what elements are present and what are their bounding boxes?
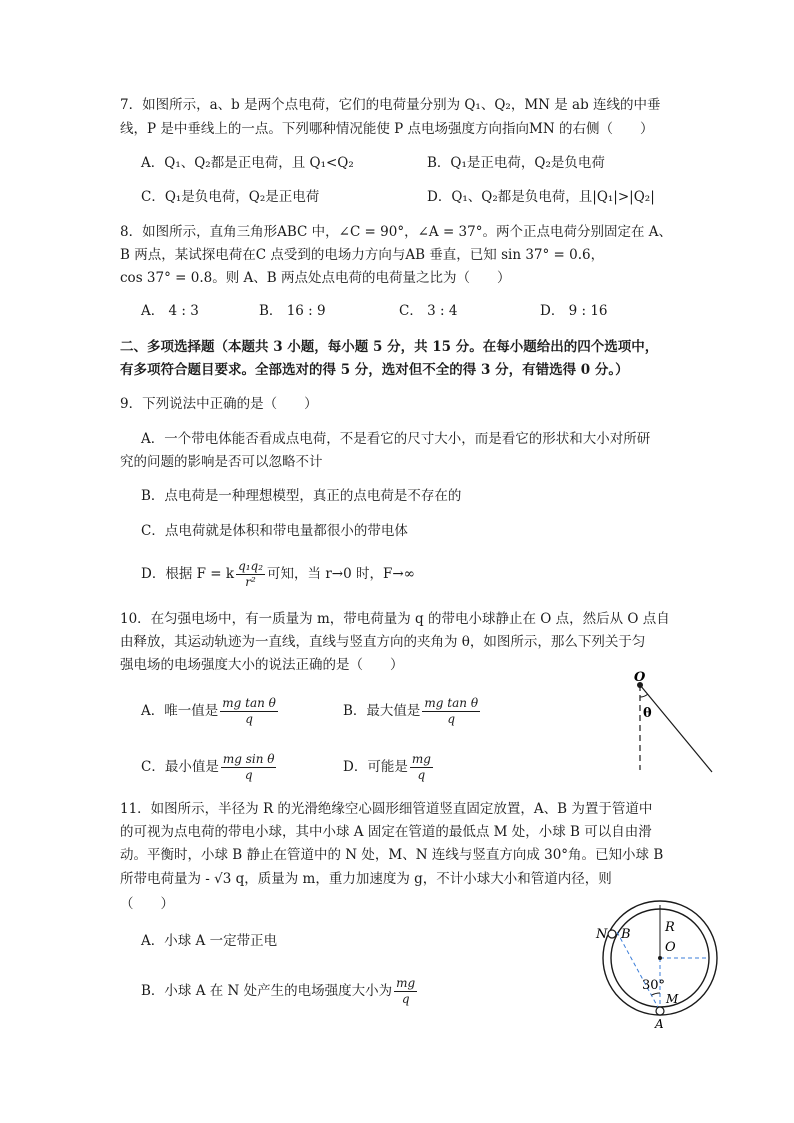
q10-option-b-prefix: B．最大值是 (343, 703, 421, 719)
q11-angle-arc (651, 993, 660, 995)
q8-option-a: A． 4 : 3 (141, 303, 199, 319)
q10-option-b-numerator: mg tan θ (424, 696, 479, 710)
q10-option-b-denominator: q (447, 712, 456, 726)
q7-stem-line2: 线，P 是中垂线上的一点。下列哪种情况能使 P 点电场强度方向指向MN 的右侧（ ） (120, 121, 654, 137)
q10-option-a (141, 696, 280, 727)
q9-formula-numerator: q₁q₂ (238, 559, 264, 573)
q10-option-b (343, 696, 482, 727)
q11-ball-b (608, 930, 616, 938)
q10-option-d (343, 752, 435, 783)
q10-option-c-prefix: C．最小值是 (141, 759, 219, 775)
q11-center-point (658, 956, 662, 960)
q9-option-c: C．点电荷就是体积和带电量都很小的带电体 (141, 523, 408, 539)
q11-mn-dashed-line (617, 932, 660, 1011)
q7-option-a: A．Q₁、Q₂都是正电荷，且 Q₁<Q₂ (141, 155, 354, 171)
section-header-line1: 二、多项选择题（本题共 3 小题，每小题 5 分，共 15 分。在每小题给出的四个选项中， (120, 339, 659, 355)
q10-stem-line3: 强电场的电场强度大小的说法正确的是（ ） (120, 657, 404, 673)
q9-formula-denominator: r² (245, 575, 256, 589)
q10-option-b-fraction (422, 696, 480, 727)
q11-option-b (141, 976, 419, 1007)
q7-option-d: D．Q₁、Q₂都是负电荷，且|Q₁|>|Q₂| (427, 189, 655, 205)
q8-stem-line1: 8．如图所示，直角三角形ABC 中，∠C = 90°，∠A = 37°。两个正点电荷分别固定在 A、 (120, 224, 673, 240)
q11-stem-line1: 11．如图所示，半径为 R 的光滑绝缘空心圆形细管道竖直固定放置，A、B 为置于管道中 (120, 801, 653, 817)
q11-label-a: A (655, 1017, 664, 1031)
q11-ball-a (656, 1007, 664, 1015)
q8-option-b: B． 16 : 9 (259, 303, 326, 319)
q7-stem-line1: 7．如图所示，a、b 是两个点电荷，它们的电荷量分别为 Q₁、Q₂，MN 是 ab 连线的中垂 (120, 97, 661, 113)
q9-option-b: B．点电荷是一种理想模型，真正的点电荷是不存在的 (141, 488, 462, 504)
q9-stem: 9．下列说法中正确的是（ ） (120, 396, 318, 412)
q11-figure (590, 898, 740, 1038)
q10-stem-line2: 由释放，其运动轨迹为一直线，直线与竖直方向的夹角为 θ，如图所示，那么下列关于匀 (120, 634, 646, 650)
q10-trajectory-line (640, 685, 712, 772)
q10-option-c (141, 752, 278, 783)
q11-option-b-numerator: mg (396, 976, 416, 990)
q10-option-d-prefix: D．可能是 (343, 759, 408, 775)
q8-stem-line2: B 两点，某试探电荷在C 点受到的电场力方向与AB 垂直，已知 sin 37° = 0.6， (120, 247, 605, 263)
q11-label-o: O (665, 940, 676, 955)
q10-figure (600, 660, 730, 780)
q9-option-d-suffix: 可知，当 r→0 时，F→∞ (267, 566, 415, 582)
q9-option-d-prefix: D．根据 F = k (141, 566, 235, 582)
q11-label-n: N (596, 927, 608, 942)
q11-stem-line4: 所带电荷量为 - √3 q，质量为 m，重力加速度为 g，不计小球大小和管道内径，则 (120, 871, 612, 887)
q11-stem-line2: 的可视为点电荷的带电小球，其中小球 A 固定在管道的最低点 M 处，小球 B 可以自由滑 (120, 824, 652, 840)
q10-angle-arc (640, 694, 648, 697)
q10-stem-line1: 10．在匀强电场中，有一质量为 m，带电荷量为 q 的带电小球静止在 O 点，然后从 O 点自 (120, 611, 670, 627)
q11-label-30: 30° (642, 978, 666, 993)
q9-formula-fraction (236, 559, 265, 590)
q10-option-d-fraction (410, 752, 433, 783)
q10-option-d-denominator: q (417, 768, 426, 782)
q11-stem-line3: 动。平衡时，小球 B 静止在管道中的 N 处，M、N 连线与竖直方向成 30°角。已知小球 B (120, 847, 664, 863)
q10-label-o: O (634, 670, 646, 685)
q11-label-r: R (665, 920, 675, 935)
q11-stem-line5: （ ） (120, 896, 174, 912)
q9-option-d (141, 559, 415, 590)
q10-option-d-numerator: mg (411, 752, 431, 766)
q10-option-c-fraction (221, 752, 277, 783)
q10-label-theta: θ (643, 706, 652, 721)
q11-label-m: M (666, 992, 679, 1006)
q11-option-b-denominator: q (401, 992, 410, 1006)
q9-option-a-line2: 究的问题的影响是否可以忽略不计 (120, 454, 323, 470)
q10-option-a-numerator: mg tan θ (222, 696, 276, 710)
q11-option-b-fraction (394, 976, 417, 1007)
q10-option-a-denominator: q (245, 712, 253, 726)
q7-option-c: C．Q₁是负电荷，Q₂是正电荷 (141, 189, 320, 205)
q10-option-c-denominator: q (244, 768, 253, 782)
q7-option-b: B．Q₁是正电荷，Q₂是负电荷 (427, 155, 605, 171)
q10-option-a-fraction (220, 696, 278, 727)
q8-stem-line3: cos 37° = 0.8。则 A、B 两点处点电荷的电荷量之比为（ ） (120, 270, 511, 286)
q11-option-b-prefix: B．小球 A 在 N 处产生的电场强度大小为 (141, 983, 393, 999)
section-header-line2: 有多项符合题目要求。全部选对的得 5 分，选对但不全的得 3 分，有错选得 0 分。） (120, 362, 629, 378)
q8-option-c: C． 3 : 4 (399, 303, 458, 319)
q10-option-c-numerator: mg sin θ (222, 752, 275, 766)
q8-option-d: D． 9 : 16 (540, 303, 608, 319)
q11-label-b: B (621, 927, 631, 942)
q11-option-a: A．小球 A 一定带正电 (141, 933, 278, 949)
q9-option-a-line1: A．一个带电体能否看成点电荷，不是看它的尺寸大小，而是看它的形状和大小对所研 (141, 431, 651, 447)
q10-option-a-prefix: A．唯一值是 (141, 703, 219, 719)
